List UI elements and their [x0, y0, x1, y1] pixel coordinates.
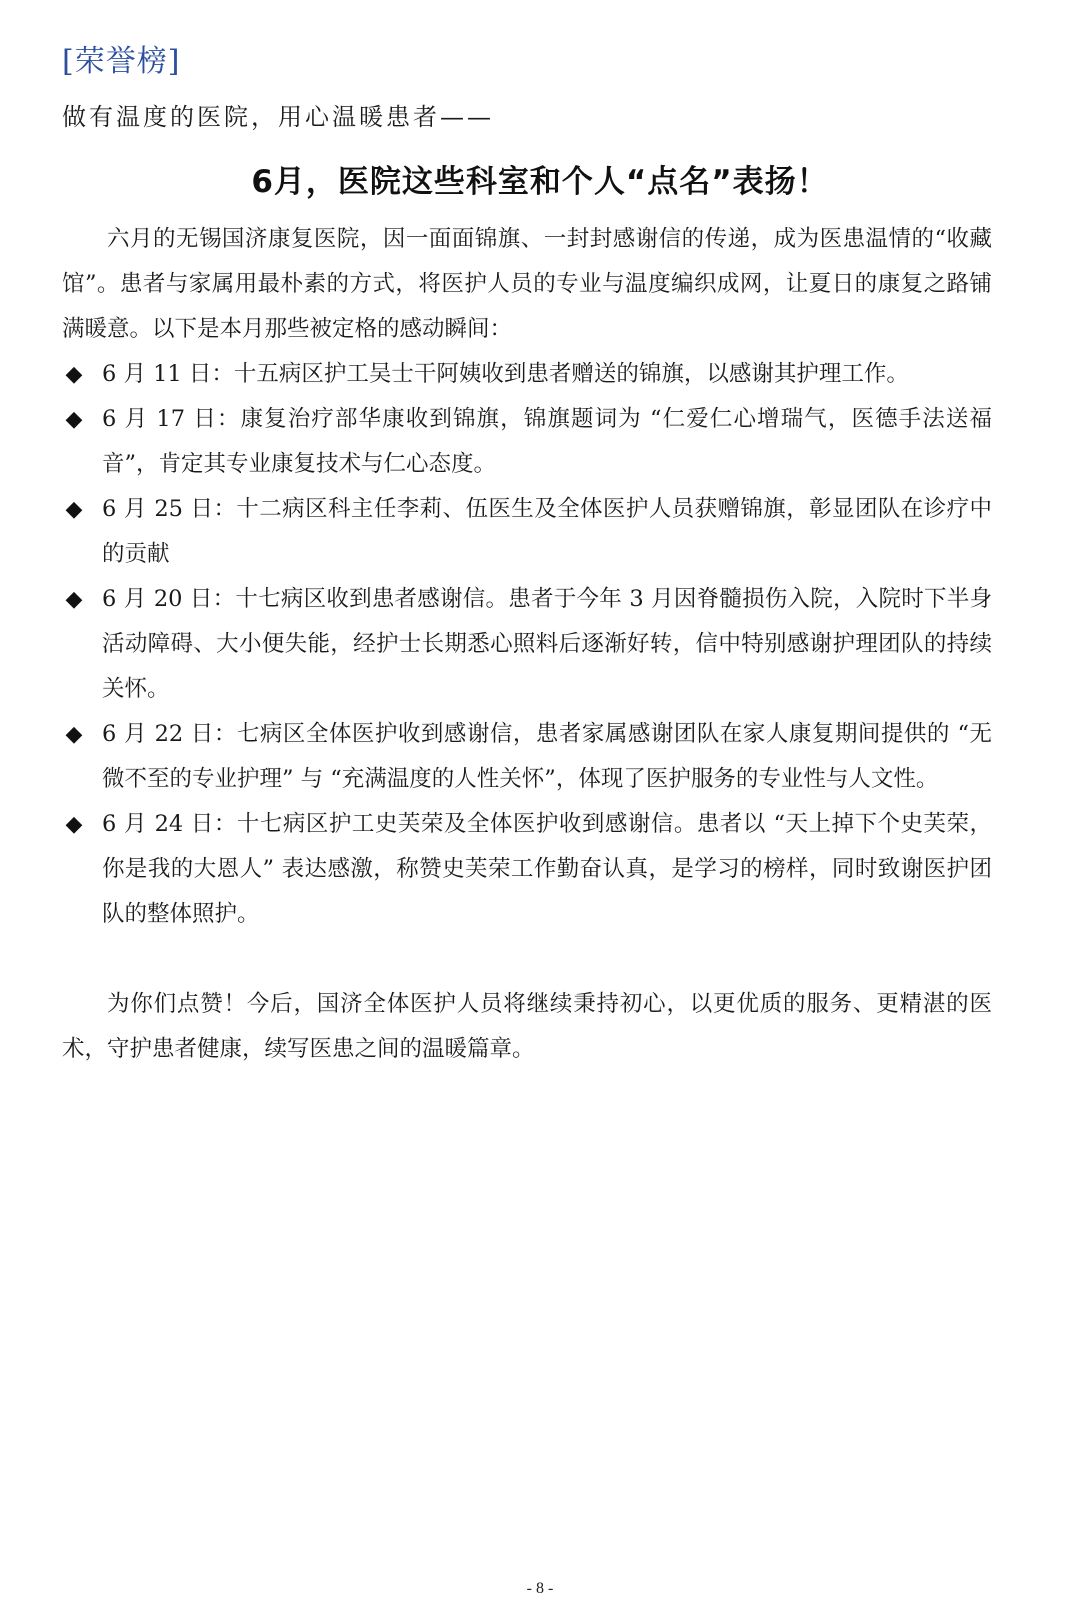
paragraph-spacer — [62, 937, 992, 982]
diamond-bullet-icon: ◆ — [65, 497, 83, 522]
diamond-bullet-icon: ◆ — [65, 407, 83, 432]
section-tag: [荣誉榜] — [62, 44, 181, 79]
article-body — [62, 217, 992, 1072]
page-number: - 8 - — [526, 1580, 554, 1597]
list-item-text: 6 月 22 日：七病区全体医护收到感谢信，患者家属感谢团队在家人康复期间提供的 “无微不至的专业护理” 与 “充满温度的人性关怀”，体现了医护服务的专业性与人文性。 — [102, 721, 992, 792]
list-item-text: 6 月 20 日：十七病区收到患者感谢信。患者于今年 3 月因脊髓损伤入院，入院时下半身活动障碍、大小便失能，经护士长期悉心照料后逐渐好转，信中特别感谢护理团队的持续关怀。 — [102, 586, 992, 702]
diamond-bullet-icon: ◆ — [65, 812, 83, 837]
diamond-bullet-icon: ◆ — [65, 722, 83, 747]
closing-paragraph: 为你们点赞！今后，国济全体医护人员将继续秉持初心，以更优质的服务、更精湛的医术，守护患者健康，续写医患之间的温暖篇章。 — [62, 991, 992, 1062]
list-item — [62, 352, 992, 397]
list-item-text: 6 月 11 日：十五病区护工吴士干阿姨收到患者赠送的锦旗，以感谢其护理工作。 — [102, 361, 909, 387]
list-item — [62, 802, 992, 937]
list-item — [62, 397, 992, 487]
intro-paragraph: 六月的无锡国济康复医院，因一面面锦旗、一封封感谢信的传递，成为医患温情的“收藏馆”。患者与家属用最朴素的方式，将医护人员的专业与温度编织成网，让夏日的康复之路铺满暖意。以下是本月那些被定格的感动瞬间： — [62, 226, 992, 342]
honor-list — [62, 352, 992, 937]
list-item — [62, 487, 992, 577]
diamond-bullet-icon: ◆ — [65, 362, 83, 387]
list-item — [62, 577, 992, 712]
list-item-text: 6 月 25 日：十二病区科主任李莉、伍医生及全体医护人员获赠锦旗，彰显团队在诊疗中的贡献 — [102, 496, 992, 567]
list-item-text: 6 月 17 日：康复治疗部华康收到锦旗，锦旗题词为 “仁爱仁心增瑞气，医德手法送福音”，肯定其专业康复技术与仁心态度。 — [102, 406, 992, 477]
page-title: 6月，医院这些科室和个人“点名”表扬！ — [251, 164, 829, 200]
list-item — [62, 712, 992, 802]
subtitle: 做有温度的医院，用心温暖患者—— — [62, 103, 494, 131]
diamond-bullet-icon: ◆ — [65, 587, 83, 612]
list-item-text: 6 月 24 日：十七病区护工史芙荣及全体医护收到感谢信。患者以 “天上掉下个史芙荣，你是我的大恩人” 表达感激，称赞史芙荣工作勤奋认真，是学习的榜样，同时致谢医护团队的整体照护。 — [102, 811, 992, 927]
